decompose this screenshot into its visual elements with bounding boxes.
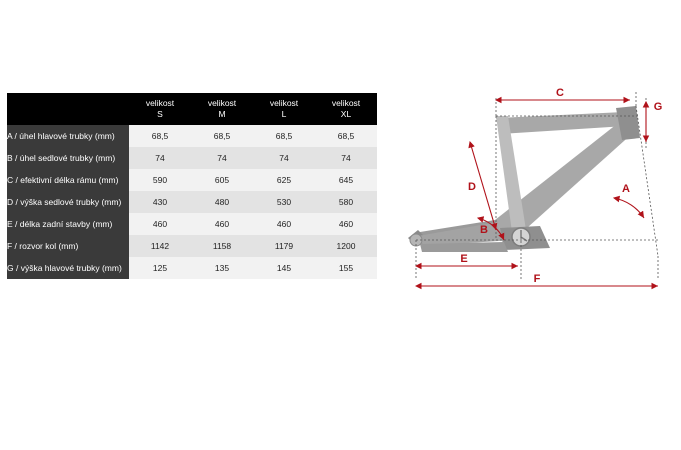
row-label-f: F / rozvor kol (mm) [7,235,129,257]
table-header [7,93,377,125]
table-header-row [7,93,377,125]
table-row [7,257,377,279]
cell-e-xl: 460 [315,213,377,235]
cell-f-xl: 1200 [315,235,377,257]
header-size-m-word: velikost [207,98,237,108]
cell-a-m: 68,5 [191,125,253,147]
cell-e-l: 460 [253,213,315,235]
dimension-label-f: F [533,273,541,285]
table-row [7,147,377,169]
cell-a-s: 68,5 [129,125,191,147]
header-size-s-word: velikost [145,98,175,108]
row-label-e: E / délka zadní stavby (mm) [7,213,129,235]
table-body [7,125,377,279]
frame-illustration [408,106,640,252]
header-size-s [129,93,191,125]
row-label-g: G / výška hlavové trubky (mm) [7,257,129,279]
cell-e-m: 460 [191,213,253,235]
row-label-a: A / úhel hlavové trubky (mm) [7,125,129,147]
cell-f-l: 1179 [253,235,315,257]
cell-d-l: 530 [253,191,315,213]
cell-b-s: 74 [129,147,191,169]
bike-frame-geometry-diagram [400,80,675,310]
cell-c-xl: 645 [315,169,377,191]
table-row [7,191,377,213]
header-size-xl [315,93,377,125]
header-size-l-word: velikost [269,98,299,108]
cell-b-l: 74 [253,147,315,169]
cell-c-l: 625 [253,169,315,191]
cell-c-s: 590 [129,169,191,191]
cell-d-xl: 580 [315,191,377,213]
header-size-l-value: L [281,109,287,119]
cell-g-l: 145 [253,257,315,279]
cell-g-xl: 155 [315,257,377,279]
table-row [7,125,377,147]
header-size-m [191,93,253,125]
dimension-label-e: E [460,253,468,265]
dimension-label-b: B [480,224,488,236]
header-size-l [253,93,315,125]
cell-g-m: 135 [191,257,253,279]
table-row [7,235,377,257]
cell-f-s: 1142 [129,235,191,257]
geometry-table [7,93,377,279]
row-label-b: B / úhel sedlové trubky (mm) [7,147,129,169]
header-corner-cell [7,93,129,125]
table-row [7,169,377,191]
cell-a-xl: 68,5 [315,125,377,147]
dimension-label-c: C [556,87,564,99]
dimension-label-d: D [468,181,476,193]
header-size-xl-word: velikost [331,98,361,108]
row-label-d: D / výška sedlové trubky (mm) [7,191,129,213]
header-size-xl-value: XL [340,109,352,119]
cell-b-m: 74 [191,147,253,169]
cell-d-s: 430 [129,191,191,213]
table-row [7,213,377,235]
dimension-label-g: G [653,101,663,113]
header-size-m-value: M [218,109,226,119]
row-label-c: C / efektivní délka rámu (mm) [7,169,129,191]
header-size-s-value: S [157,109,163,119]
cell-g-s: 125 [129,257,191,279]
cell-c-m: 605 [191,169,253,191]
cell-d-m: 480 [191,191,253,213]
cell-b-xl: 74 [315,147,377,169]
cell-e-s: 460 [129,213,191,235]
dimension-label-a: A [622,183,630,195]
cell-f-m: 1158 [191,235,253,257]
cell-a-l: 68,5 [253,125,315,147]
